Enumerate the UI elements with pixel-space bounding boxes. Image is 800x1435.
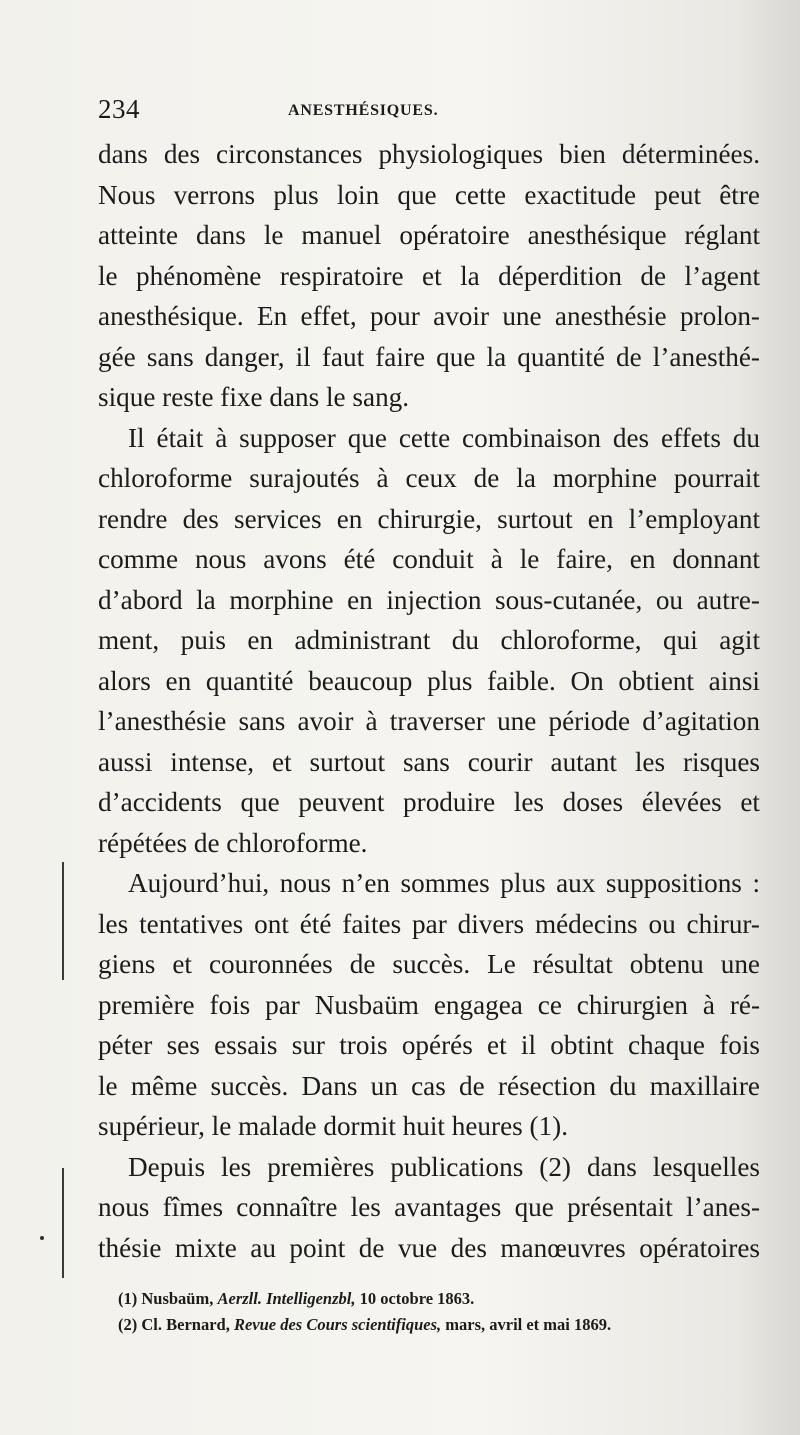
text-line: nous fîmes connaître les avantages que présentait l’anes- (98, 1192, 760, 1222)
footnote-2-date: mars, avril et mai 1869. (445, 1315, 612, 1334)
footnotes (118, 1286, 760, 1338)
text-line: anesthésique. En effet, pour avoir une anesthésie prolon- (98, 301, 760, 331)
text-line: l’anesthésie sans avoir à traverser une période d’agitation (98, 706, 760, 736)
body-text (98, 134, 760, 1268)
footnote-2-source: Revue des Cours scientifiques, (233, 1315, 442, 1334)
text-line: thésie mixte au point de vue des manœuvres opératoires (98, 1232, 760, 1263)
text-line: répétées de chloroforme. (98, 827, 368, 858)
text-line: Aujourd’hui, nous n’en sommes plus aux suppositions : (128, 868, 760, 898)
text-line: comme nous avons été conduit à le faire, en donnant (98, 544, 760, 574)
text-line: le même succès. Dans un cas de résection du maxillaire (98, 1070, 760, 1101)
page-number: 234 (98, 94, 140, 124)
text-line: supérieur, le malade dormit huit heures (1). (98, 1111, 569, 1141)
text-line: ment, puis en administrant du chloroforme, qui agit (98, 625, 760, 655)
footnote-2 (118, 1312, 760, 1338)
text-line: les tentatives ont été faites par divers médecins ou chirur- (98, 908, 760, 939)
running-head: ANESTHÉSIQUES. (288, 102, 439, 119)
page-header (98, 92, 760, 132)
text-line: d’abord la morphine en injection sous-cutanée, ou autre- (98, 584, 760, 615)
text-line: Il était à supposer que cette combinaison des effets du (128, 422, 760, 453)
footnote-1-source: Aerzll. Intelligenzbl, (217, 1289, 356, 1308)
footnote-1 (118, 1286, 760, 1312)
text-line: dans des circonstances physiologiques bien déterminées. (98, 139, 760, 169)
text-line: alors en quantité beaucoup plus faible. On obtient ainsi (98, 665, 760, 696)
footnote-1-date: 10 octobre 1863. (359, 1289, 475, 1308)
text-line: rendre des services en chirurgie, surtout en l’employant (98, 503, 760, 534)
margin-dot (40, 1236, 44, 1240)
margin-pencil-mark (62, 862, 64, 980)
text-line: giens et couronnées de succès. Le résultat obtenu une (98, 949, 760, 979)
text-line: Depuis les premières publications (2) dans lesquelles (128, 1151, 760, 1182)
text-line: Nous verrons plus loin que cette exactitude peut être (98, 179, 760, 210)
footnote-1-marker: (1) Nusbaüm, (118, 1289, 214, 1308)
text-line: aussi intense, et surtout sans courir autant les risques (98, 746, 760, 777)
text-line: d’accidents que peuvent produire les doses élevées et (98, 787, 760, 817)
text-line: le phénomène respiratoire et la déperdition de l’agent (98, 260, 760, 291)
text-line: atteinte dans le manuel opératoire anesthésique réglant (98, 220, 760, 250)
footnote-2-marker: (2) Cl. Bernard, (118, 1315, 230, 1334)
text-line: gée sans danger, il faut faire que la quantité de l’anesthé- (98, 341, 760, 372)
margin-pencil-mark (62, 1168, 64, 1278)
text-line: chloroforme surajoutés à ceux de la morphine pourrait (98, 463, 760, 493)
text-line: première fois par Nusbaüm engagea ce chirurgien à ré- (98, 989, 760, 1020)
text-line: sique reste fixe dans le sang. (98, 382, 410, 412)
text-line: péter ses essais sur trois opérés et il obtint chaque fois (98, 1030, 760, 1060)
